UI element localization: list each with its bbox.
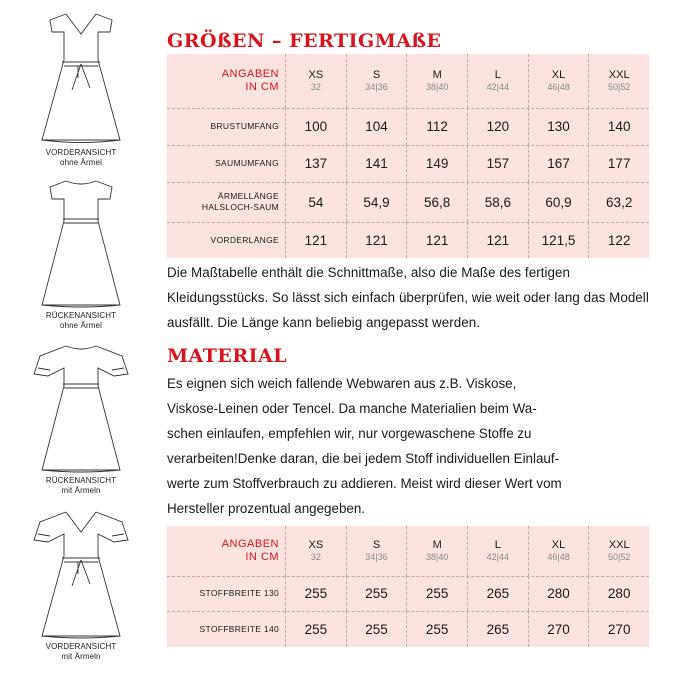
table-cell: 60,9 [528, 182, 589, 222]
size-eu: 46|48 [547, 82, 570, 92]
size-name: M [432, 539, 442, 551]
table-row-stoffbreite-140 [167, 611, 649, 647]
header-size-xl [528, 526, 589, 576]
dress-back-sleeves-icon [26, 340, 136, 476]
table-cell: 255 [406, 611, 467, 647]
table-cell: 54 [285, 182, 346, 222]
table-cell: 255 [285, 611, 346, 647]
header-label-line1: ANGABEN [221, 538, 279, 550]
header-label [167, 526, 285, 576]
size-eu: 50|52 [608, 82, 631, 92]
size-eu: 42|44 [486, 82, 510, 92]
header-size-m [406, 54, 467, 108]
table-cell: 122 [588, 222, 649, 258]
table-cell: 121 [406, 222, 467, 258]
table-cell: 56,8 [406, 182, 467, 222]
material-description [167, 371, 667, 521]
table-cell: 121 [346, 222, 407, 258]
size-name: L [494, 539, 501, 551]
size-eu: 34|36 [365, 552, 388, 562]
table-cell: 121 [467, 222, 528, 258]
row-label [167, 182, 285, 222]
size-name: S [372, 539, 381, 551]
row-label-line2: HALSLOCH-SAUM [201, 202, 279, 212]
figure-caption-sub: ohne Ärmel [60, 158, 102, 167]
table-cell: 255 [406, 576, 467, 611]
table-cell: 270 [588, 611, 649, 647]
size-name: M [432, 69, 442, 81]
row-label: SAUMUMFANG [215, 158, 279, 168]
header-size-xxl [588, 54, 649, 108]
table-cell: 100 [285, 108, 346, 145]
dress-front-sleeves-icon [26, 506, 136, 642]
size-eu: 38|40 [426, 552, 449, 562]
figure-caption-sub: ohne Ärmel [60, 321, 102, 330]
material-line: Es eignen sich weich fallende Webwaren aus z.B. Viskose, [167, 376, 517, 391]
figure-back-sleeves [0, 340, 162, 496]
size-name: XS [308, 539, 324, 551]
table-cell: 255 [346, 611, 407, 647]
table-cell: 255 [285, 576, 346, 611]
table-cell: 137 [285, 145, 346, 182]
table-cell: 149 [406, 145, 467, 182]
figure-back-sleeveless [0, 175, 162, 331]
table-header-row [167, 526, 649, 576]
header-size-s [346, 526, 407, 576]
fabric-table [167, 526, 649, 647]
header-label-line2: IN CM [245, 551, 279, 563]
material-line: Hersteller prozentual angegeben. [167, 501, 366, 516]
figure-caption-main: VORDERANSICHT [45, 148, 117, 157]
table-cell: 280 [588, 576, 649, 611]
size-table-description: Die Maßtabelle enthält die Schnittmaße, also die Maße des fertigen Kleidungsstücks. So lässt sich einfach überprüfen, wie weit oder lang das Modell ausfällt. Die Länge kann beliebig angepasst werden. [167, 265, 649, 330]
table-cell: 140 [588, 108, 649, 145]
table-cell: 104 [346, 108, 407, 145]
table-cell: 63,2 [588, 182, 649, 222]
size-eu: 46|48 [547, 552, 570, 562]
size-name: S [372, 69, 381, 81]
table-row-aermellaenge [167, 182, 649, 222]
size-eu: 50|52 [608, 552, 631, 562]
material-line: schen einlaufen, empfehlen wir, nur vorgewaschene Stoffe zu [167, 426, 532, 441]
header-size-m [406, 526, 467, 576]
table-row-stoffbreite-130 [167, 576, 649, 611]
header-label-line1: ANGABEN [221, 68, 279, 80]
table-cell: 120 [467, 108, 528, 145]
dress-front-icon [26, 8, 136, 148]
size-eu: 42|44 [486, 552, 510, 562]
row-label-line1: ÄRMELLÄNGE [217, 191, 279, 201]
header-size-xl [528, 54, 589, 108]
size-name: XXL [608, 69, 630, 81]
header-size-s [346, 54, 407, 108]
table-cell: 265 [467, 576, 528, 611]
size-eu: 34|36 [365, 82, 388, 92]
header-size-xs [285, 526, 346, 576]
row-label: VORDERLÄNGE [210, 234, 279, 245]
table-cell: 157 [467, 145, 528, 182]
size-name: L [494, 69, 501, 81]
header-size-l [467, 54, 528, 108]
table-cell: 130 [528, 108, 589, 145]
size-eu: 32 [310, 552, 321, 562]
material-line: verarbeiten!Denke daran, die bei jedem Stoff individuellen Einlauf- [167, 451, 560, 466]
figure-caption-main: RÜCKENANSICHT [45, 311, 117, 320]
header-size-xs [285, 54, 346, 108]
header-label [167, 54, 285, 108]
table-cell: 177 [588, 145, 649, 182]
figure-front-sleeveless [0, 8, 162, 168]
size-table [167, 54, 649, 258]
figure-front-sleeves [0, 506, 162, 662]
row-label: BRUSTUMFANG [210, 121, 279, 131]
table-cell: 270 [528, 611, 589, 647]
table-row-saumumfang [167, 145, 649, 182]
row-label: STOFFBREITE 140 [199, 623, 279, 634]
section-title-sizes: GRÖßEN – FERTIGMAßE [167, 30, 442, 52]
dress-back-icon [26, 175, 136, 311]
figure-caption-main: VORDERANSICHT [45, 642, 117, 651]
size-name: XL [551, 539, 566, 551]
table-cell: 167 [528, 145, 589, 182]
row-label: STOFFBREITE 130 [199, 588, 279, 598]
size-name: XXL [608, 539, 630, 551]
table-cell: 54,9 [346, 182, 407, 222]
size-name: XL [551, 69, 566, 81]
table-cell: 280 [528, 576, 589, 611]
table-row-vorderlaenge [167, 222, 649, 258]
table-cell: 121,5 [528, 222, 589, 258]
material-line: werte zum Stoffverbrauch zu addieren. Meist wird dieser Wert vom [167, 476, 562, 491]
dress-illustrations [0, 0, 162, 680]
table-row-brustumfang [167, 108, 649, 145]
table-cell: 121 [285, 222, 346, 258]
figure-caption-sub: mit Ärmeln [61, 486, 101, 495]
header-size-xxl [588, 526, 649, 576]
size-eu: 32 [310, 82, 321, 92]
table-cell: 112 [406, 108, 467, 145]
header-size-l [467, 526, 528, 576]
table-cell: 255 [346, 576, 407, 611]
section-title-material: MATERIAL [167, 345, 288, 367]
table-cell: 265 [467, 611, 528, 647]
table-header-row [167, 54, 649, 108]
figure-caption-sub: mit Ärmeln [61, 652, 101, 661]
table-cell: 141 [346, 145, 407, 182]
material-line: Viskose-Leinen oder Tencel. Da manche Materialien beim Wa- [167, 401, 537, 416]
header-label-line2: IN CM [245, 81, 279, 93]
size-eu: 38|40 [426, 82, 449, 92]
table-cell: 58,6 [467, 182, 528, 222]
figure-caption-main: RÜCKENANSICHT [45, 476, 117, 485]
size-name: XS [308, 69, 324, 81]
